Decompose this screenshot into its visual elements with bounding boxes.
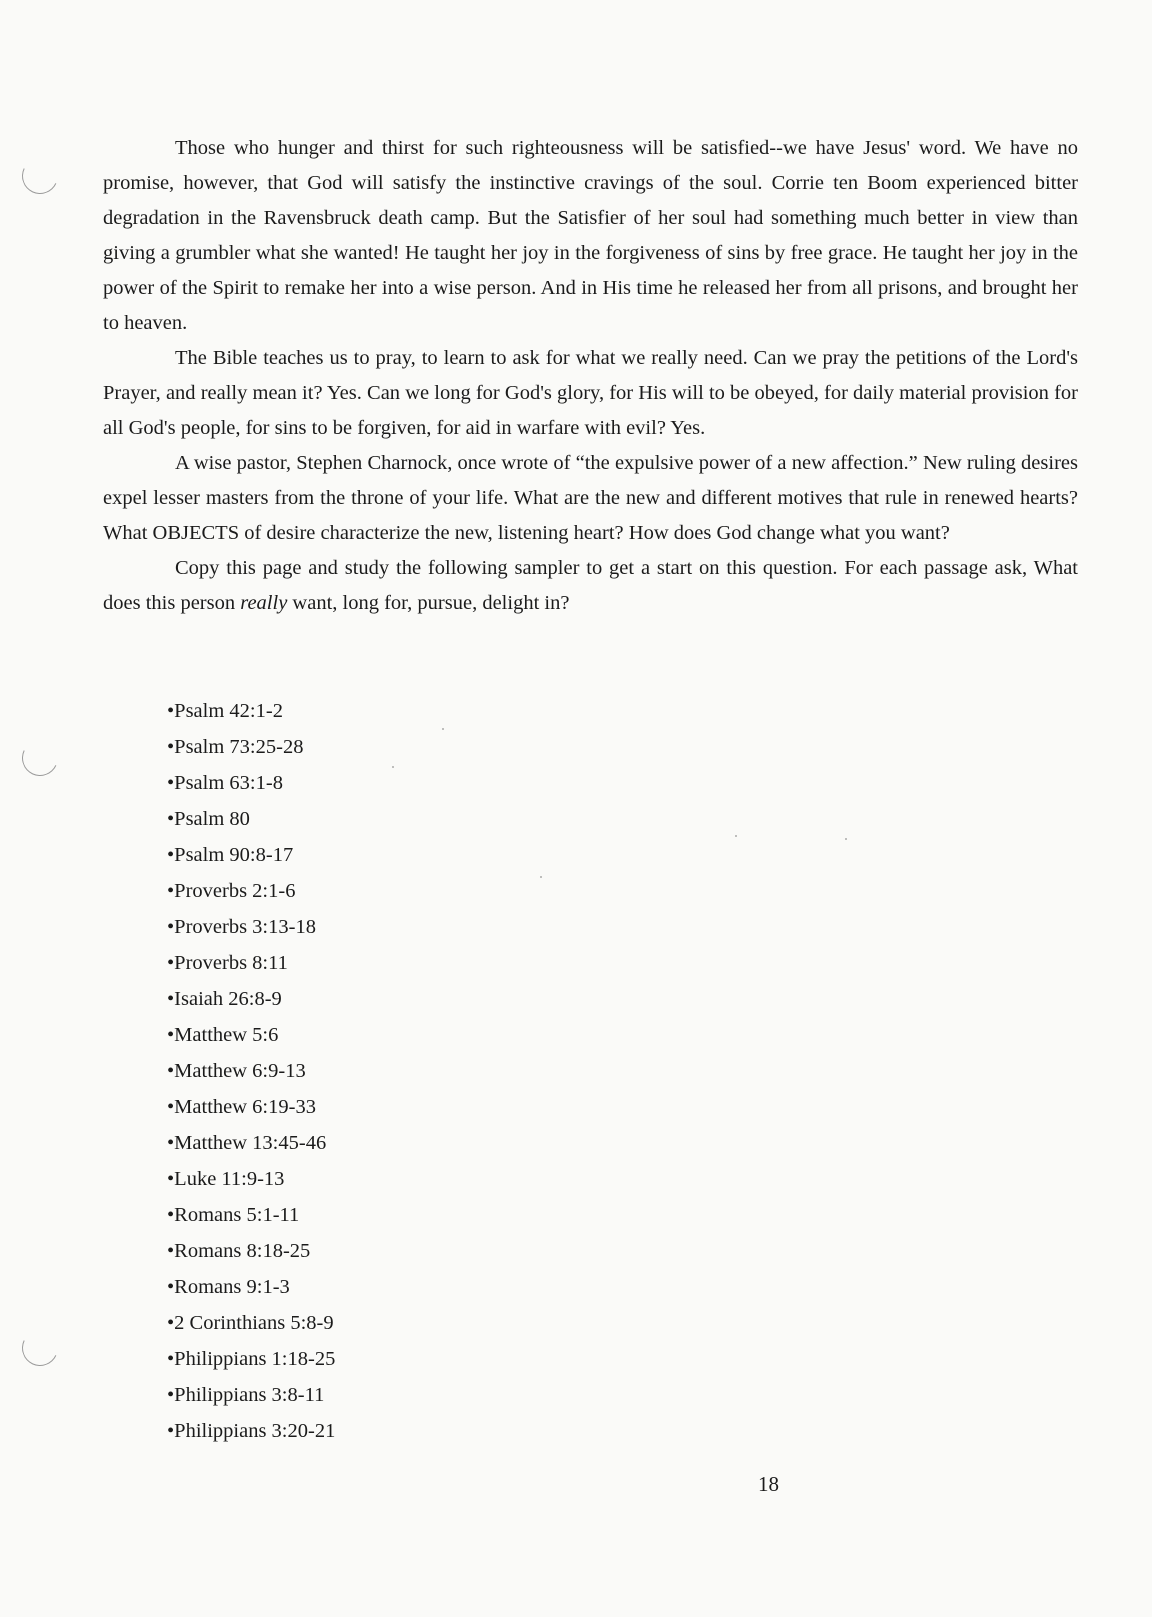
- list-item: •Luke 11:9-13: [167, 1168, 285, 1190]
- paragraph-1: Those who hunger and thirst for such righteousness will be satisfied--we have Jesus' word. We have no promise, however, that God will satisfy the instinctive cravings of the soul. Corrie ten Boom experienced bitter degradation in the Ravensbruck death camp. But the Satisfier of her soul had something much better in view than giving a grumbler what she wanted! He taught her joy in the forgiveness of sins by free grace. He taught her joy in the power of the Spirit to remake her into a wise person. And in His time he released her from all prisons, and brought her to heaven.: [103, 137, 1078, 334]
- scan-speck: [735, 835, 737, 837]
- list-item: •Romans 8:18-25: [167, 1240, 311, 1262]
- paragraph-4-emphasis: really: [240, 592, 288, 614]
- list-item: •Proverbs 3:13-18: [167, 916, 316, 938]
- list-item: •Philippians 1:18-25: [167, 1348, 336, 1370]
- list-item: •Philippians 3:20-21: [167, 1420, 336, 1442]
- paragraph-2: The Bible teaches us to pray, to learn to ask for what we really need. Can we pray the petitions of the Lord's Prayer, and really mean it? Yes. Can we long for God's glory, for His will to be obeyed, for daily material provision for all God's people, for sins to be forgiven, for aid in warfare with evil? Yes.: [103, 347, 1078, 439]
- list-item: •Romans 9:1-3: [167, 1276, 290, 1298]
- list-item: •Psalm 73:25-28: [167, 736, 304, 758]
- paragraph-4: [103, 551, 1078, 621]
- list-item: •Romans 5:1-11: [167, 1204, 300, 1226]
- punch-hole: [17, 1325, 63, 1371]
- scan-speck: [442, 728, 444, 730]
- paragraph-3: A wise pastor, Stephen Charnock, once wrote of “the expulsive power of a new affection.” New ruling desires expel lesser masters from the throne of your life. What are the new and different motives that rule in renewed hearts? What OBJECTS of desire characterize the new, listening heart? How does God change what you want?: [103, 452, 1078, 544]
- list-item: •Psalm 63:1-8: [167, 772, 283, 794]
- scan-speck: [845, 838, 847, 840]
- list-item: •Proverbs 8:11: [167, 952, 288, 974]
- punch-hole: [17, 153, 63, 199]
- list-item: •Psalm 90:8-17: [167, 844, 294, 866]
- list-item: •Matthew 6:19-33: [167, 1096, 316, 1118]
- list-item: •Matthew 6:9-13: [167, 1060, 306, 1082]
- list-item: •Philippians 3:8-11: [167, 1384, 325, 1406]
- paragraph-4-text: Copy this page and study the following sampler to get a start on this question. For each passage ask, What does this person: [103, 557, 1078, 614]
- punch-hole: [17, 735, 63, 781]
- list-item: •Psalm 80: [167, 808, 250, 830]
- scan-speck: [540, 876, 542, 878]
- page-number: 18: [758, 1472, 779, 1496]
- scripture-list: [167, 693, 335, 1449]
- list-item: •Psalm 42:1-2: [167, 700, 283, 722]
- list-item: •Matthew 5:6: [167, 1024, 279, 1046]
- list-item: •Isaiah 26:8-9: [167, 988, 282, 1010]
- body-text: [103, 131, 1078, 621]
- scan-speck: [392, 766, 394, 768]
- paragraph-4-text-end: want, long for, pursue, delight in?: [287, 592, 570, 614]
- list-item: •Matthew 13:45-46: [167, 1132, 327, 1154]
- list-item: •Proverbs 2:1-6: [167, 880, 296, 902]
- list-item: •2 Corinthians 5:8-9: [167, 1312, 334, 1334]
